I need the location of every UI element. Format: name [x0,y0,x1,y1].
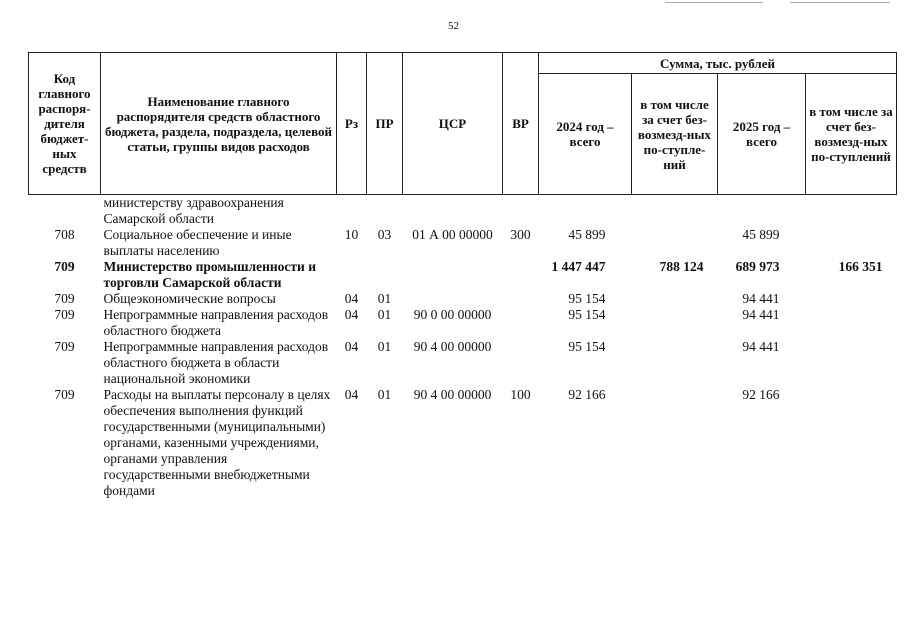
cell-code: 709 [54,387,75,402]
table-row [29,339,897,387]
budget-table [28,52,897,499]
cell-2025-total: 689 973 [735,259,780,274]
cell-rz [337,259,367,291]
cell-code: 709 [54,259,75,274]
cell-2024-total: 95 154 [568,339,606,354]
table-row [29,259,897,291]
cell-code: 708 [54,227,75,242]
cell-pr: 01 [377,307,392,322]
table-row [29,387,897,499]
cell-2024-free [632,291,718,307]
cell-2024-total: 92 166 [568,387,606,402]
cell-csr: 90 4 00 00000 [413,339,492,354]
cell-vr [503,339,539,387]
header-2025-free: в том числе за счет без-возмезд-ных по-ступлений [806,74,897,195]
cell-rz: 04 [344,291,359,306]
cell-csr [403,259,503,291]
cell-vr: 100 [510,387,531,402]
cell-csr: 90 4 00 00000 [413,387,492,402]
cell-code: 709 [54,307,75,322]
table-row [29,195,897,228]
cell-2024-total [539,195,632,228]
header-sum: Сумма, тыс. рублей [539,53,897,74]
cell-vr [503,291,539,307]
cell-csr [403,195,503,228]
cell-2024-free [632,307,718,339]
cell-name: Общеэкономические вопросы [103,291,276,306]
header-2024-free: в том числе за счет без-возмезд-ных по-ступле-ний [632,74,718,195]
cell-name: Непрограммные направления расходов областного бюджета в области национальной экономики [103,339,329,386]
cell-2025-free [806,307,897,339]
cell-vr [503,307,539,339]
cell-2025-free [806,195,897,228]
cell-rz: 04 [344,387,359,402]
page-number: 52 [448,20,459,32]
header-csr: ЦСР [403,53,503,195]
top-rule-left [665,2,763,3]
cell-name: министерству здравоохранения Самарской области [103,195,284,226]
cell-pr [367,259,403,291]
cell-2025-free: 166 351 [838,259,883,274]
cell-2024-free [632,227,718,259]
cell-csr [403,291,503,307]
cell-rz: 04 [344,339,359,354]
cell-name: Социальное обеспечение и иные выплаты населению [103,227,292,258]
cell-pr: 01 [377,387,392,402]
cell-2025-total: 94 441 [742,291,780,306]
cell-pr: 01 [377,339,392,354]
cell-2025-free [806,387,897,499]
header-2025-total: 2025 год – всего [718,74,806,195]
header-2024-total: 2024 год – всего [539,74,632,195]
cell-2024-free: 788 124 [659,259,704,274]
cell-2025-free [806,339,897,387]
cell-vr: 300 [510,227,531,242]
cell-rz: 10 [344,227,359,242]
cell-name: Министерство промышленности и торговли Самарской области [103,259,316,290]
cell-2024-total: 1 447 447 [551,259,606,274]
table-row [29,227,897,259]
cell-name: Непрограммные направления расходов областного бюджета [103,307,329,338]
cell-2024-total: 95 154 [568,307,606,322]
cell-2025-total [718,195,806,228]
cell-csr: 01 А 00 00000 [412,227,493,242]
cell-vr [503,259,539,291]
cell-2025-total: 94 441 [742,339,780,354]
cell-2025-free [806,291,897,307]
cell-2024-total: 95 154 [568,291,606,306]
cell-2024-free [632,387,718,499]
cell-pr: 03 [377,227,392,242]
cell-rz: 04 [344,307,359,322]
cell-2024-free [632,339,718,387]
header-name: Наименование главного распорядителя средств областного бюджета, раздела, подраздела, целевой статьи, группы видов расходов [101,53,337,195]
cell-code: 709 [54,339,75,354]
cell-2025-free [806,227,897,259]
cell-code: 709 [54,291,75,306]
header-pr: ПР [367,53,403,195]
cell-name: Расходы на выплаты персоналу в целях обеспечения выполнения функций государственными (муниципальными) органами, казенными учреждениями, органами управления государственными внебюджетными фондами [103,387,331,498]
cell-2024-free [632,195,718,228]
header-rz: Рз [337,53,367,195]
cell-rz [337,195,367,228]
cell-pr [367,195,403,228]
table-row [29,307,897,339]
header-code: Код главного распоря-дителя бюджет-ных средств [29,53,101,195]
cell-2024-total: 45 899 [568,227,606,242]
cell-csr: 90 0 00 00000 [413,307,492,322]
table-row [29,291,897,307]
top-rule-right [790,2,890,3]
cell-vr [503,195,539,228]
header-vr: ВР [503,53,539,195]
cell-2025-total: 94 441 [742,307,780,322]
cell-pr: 01 [377,291,392,306]
cell-2025-total: 92 166 [742,387,780,402]
cell-2025-total: 45 899 [742,227,780,242]
cell-code [29,195,101,228]
